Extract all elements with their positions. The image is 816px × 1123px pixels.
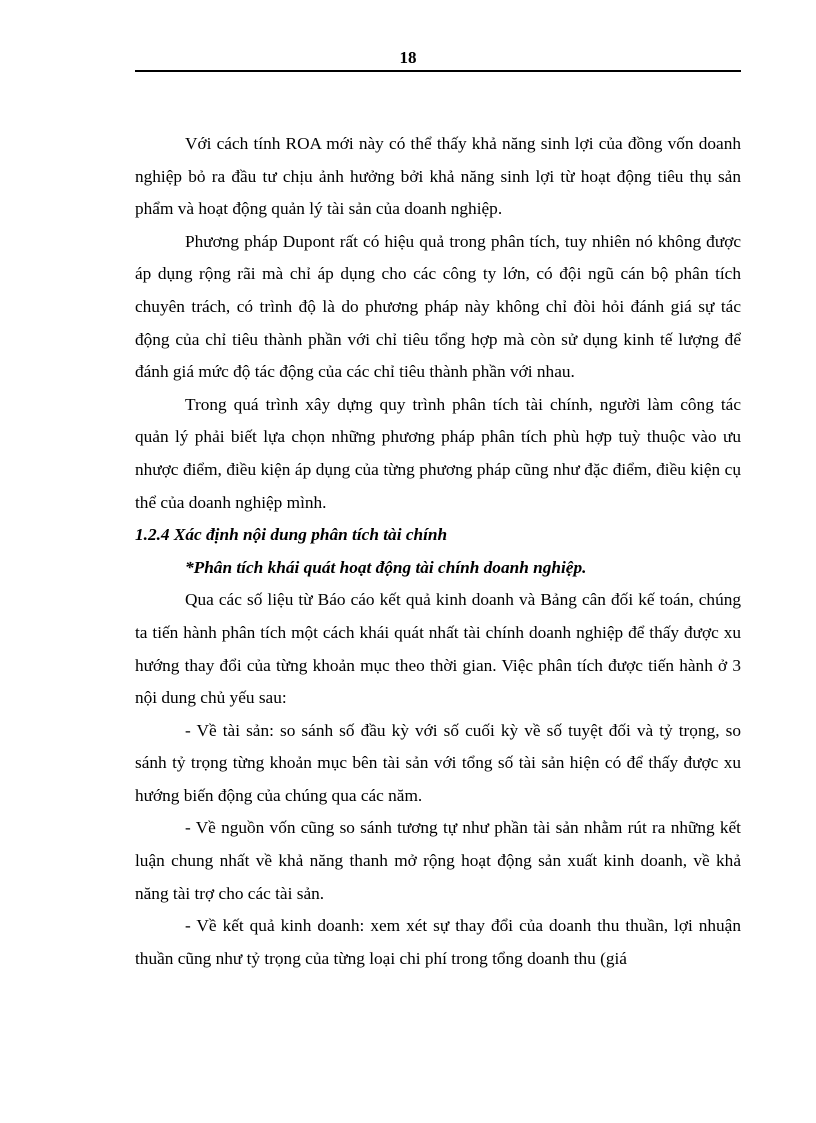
section-subheading: *Phân tích khái quát hoạt động tài chính doanh nghiệp. — [185, 557, 587, 577]
paragraph-roa: Với cách tính ROA mới này có thể thấy khả năng sinh lợi của đồng vốn doanh nghiệp bỏ ra đầu tư chịu ảnh hưởng bởi khả năng sinh lợi từ hoạt động tiêu thụ sản phẩm và hoạt động quản lý tài sản của doanh nghiệp. — [135, 134, 741, 219]
header-rule — [135, 70, 741, 72]
page-body — [135, 128, 741, 975]
paragraph-assets: - Về tài sản: so sánh số đầu kỳ với số cuối kỳ về số tuyệt đối và tỷ trọng, so sánh tỷ trọng từng khoản mục bên tài sản với tổng số tài sản hiện có để thấy được xu hướng biến động của chúng qua các năm. — [135, 720, 741, 805]
paragraph-capital: - Về nguồn vốn cũng so sánh tương tự như phần tài sản nhằm rút ra những kết luận chung nhất về khả năng thanh mở rộng hoạt động sản xuất kinh doanh, về khả năng tài trợ cho các tài sản. — [135, 818, 741, 903]
paragraph-process: Trong quá trình xây dựng quy trình phân tích tài chính, người làm công tác quản lý phải biết lựa chọn những phương pháp phân tích phù hợp tuỳ thuộc vào ưu nhược điểm, điều kiện áp dụng của từng phương pháp cũng như đặc điểm, điều kiện cụ thể của doanh nghiệp mình. — [135, 394, 741, 512]
section-heading: 1.2.4 Xác định nội dung phân tích tài chính — [135, 525, 448, 545]
page-number: 18 — [399, 48, 417, 67]
paragraph-dupont: Phương pháp Dupont rất có hiệu quả trong phân tích, tuy nhiên nó không được áp dụng rộng rãi mà chỉ áp dụng cho các công ty lớn, có đội ngũ cán bộ phân tích chuyên trách, có trình độ là do phương pháp này không chỉ đòi hỏi đánh giá sự tác động của chỉ tiêu thành phần với chỉ tiêu tổng hợp mà còn sử dụng kinh tế lượng để đánh giá mức độ tác động của các chỉ tiêu thành phần với nhau. — [135, 231, 741, 382]
paragraph-results: - Về kết quả kinh doanh: xem xét sự thay đổi của doanh thu thuần, lợi nhuận thuần cũng như tỷ trọng của từng loại chi phí trong tổng doanh thu (giá — [135, 916, 741, 968]
paragraph-overview: Qua các số liệu từ Báo cáo kết quả kinh doanh và Bảng cân đối kế toán, chúng ta tiến hành phân tích một cách khái quát nhất tài chính doanh nghiệp để thấy được xu hướng thay đổi của từng khoản mục theo thời gian. Việc phân tích được tiến hành ở 3 nội dung chủ yếu sau: — [135, 590, 741, 708]
